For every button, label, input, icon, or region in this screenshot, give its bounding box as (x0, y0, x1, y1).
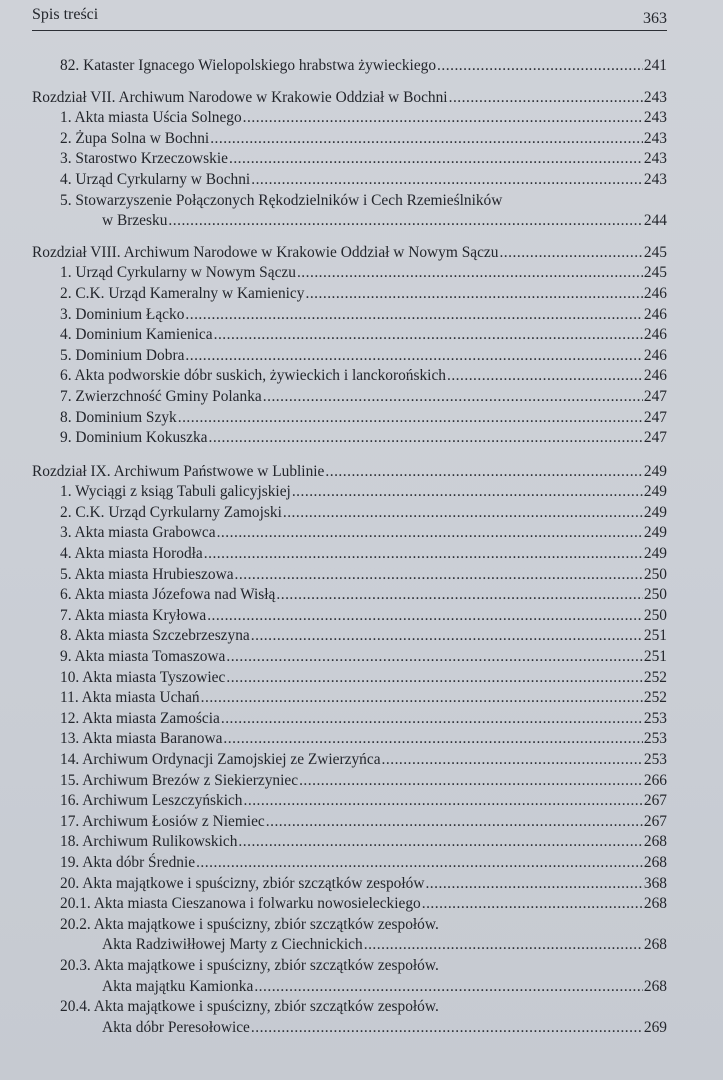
toc-chapter (32, 462, 667, 483)
toc-entry-title: 7. Zwierzchność Gminy Polanka (60, 387, 262, 405)
toc-entry-title: 12. Akta miasta Zamościa (60, 709, 220, 727)
toc-entry-title: 1. Wyciągi z ksiąg Tabuli galicyjskiej (60, 483, 291, 501)
toc-entry (32, 263, 667, 284)
toc-entry-title: 2. Żupa Solna w Bochni (60, 129, 210, 147)
toc-entry-title: 14. Archiwum Ordynacji Zamojskiej ze Zwierzyńca (60, 751, 381, 768)
toc-entry-page: 269 (643, 1018, 667, 1036)
toc-entry-page: 243 (643, 129, 667, 147)
toc-entry-title: 6. Akta miasta Józefowa nad Wisłą (60, 586, 276, 604)
toc-entry (32, 668, 667, 689)
toc-chapter-title: Rozdział VIII. Archiwum Narodowe w Krakowie Oddział w Nowym Sączu (32, 243, 499, 261)
leader-dots (221, 709, 643, 730)
toc-entry (32, 346, 667, 367)
leader-dots (283, 503, 643, 524)
toc-entry-title: 9. Akta miasta Tomaszowa (60, 648, 226, 666)
toc-chapter-title: Rozdział VII. Archiwum Narodowe w Krakowie Oddział w Bochni (32, 88, 448, 106)
toc-entry (32, 387, 667, 408)
toc-chapter-title: Rozdział IX. Archiwum Państwowe w Lublinie (32, 462, 325, 480)
toc-entry-page: 247 (643, 429, 667, 447)
toc-entry-title: 18. Archiwum Rulikowskich (60, 833, 238, 851)
toc-entry-title: 20.2. Akta majątkowe i spuścizny, zbiór szczątków zespołów. (60, 915, 439, 933)
toc-entry (32, 56, 667, 77)
leader-dots (235, 565, 643, 586)
leader-dots (422, 894, 643, 915)
leader-dots (297, 263, 643, 284)
toc-entry-title: 5. Akta miasta Hrubieszowa (60, 565, 234, 583)
toc-entry-title-cont: w Brzesku (102, 212, 168, 230)
toc-entry-title: 19. Akta dóbr Średnie (60, 853, 196, 871)
toc-entry-page: 250 (643, 606, 667, 624)
leader-dots (178, 408, 643, 429)
toc-entry-title: 3. Akta miasta Grabowca (60, 524, 216, 542)
leader-dots (263, 387, 643, 408)
toc-entry-title: 17. Archiwum Łosiów z Niemiec (60, 812, 265, 830)
toc-entry-page: 249 (643, 503, 667, 521)
toc-entry-page: 253 (643, 751, 667, 768)
leader-dots (447, 366, 643, 387)
toc-entry-page: 252 (643, 668, 667, 686)
toc-entry (32, 191, 667, 212)
toc-entry (32, 874, 667, 895)
toc-entry-page: 268 (643, 977, 667, 995)
leader-dots (185, 346, 643, 367)
toc-chapter (32, 243, 667, 264)
toc-entry-title: 9. Dominium Kokuszka (60, 429, 208, 447)
toc-entry-page: 243 (643, 170, 667, 188)
toc-entry (32, 812, 667, 833)
leader-dots (229, 149, 643, 170)
toc-entry-title: 20.3. Akta majątkowe i spuścizny, zbiór szczątków zespołów. (60, 956, 439, 974)
toc-entry-page: 246 (643, 346, 667, 364)
toc-entry-title-cont: Akta dóbr Peresołowice (102, 1018, 250, 1036)
leader-dots (223, 729, 642, 750)
toc-entry-title: 8. Dominium Szyk (60, 408, 177, 426)
toc-entry-title: 8. Akta miasta Szczebrzeszyna (60, 627, 250, 645)
toc-entry (32, 894, 667, 915)
running-header (32, 4, 667, 31)
toc-entry-title: 1. Urząd Cyrkularny w Nowym Sączu (60, 264, 296, 282)
leader-dots (251, 626, 643, 647)
toc-entry (32, 771, 667, 792)
toc-entry-title: 20. Akta majątkowe i spuścizny, zbiór szczątków zespołów (60, 874, 425, 892)
toc-entry (32, 853, 667, 874)
toc-entry-title: 3. Dominium Łącko (60, 305, 185, 323)
toc-entry-page: 268 (643, 895, 667, 913)
toc-entry (32, 129, 667, 150)
toc-entry-page: 243 (643, 109, 667, 127)
toc-entry (32, 170, 667, 191)
leader-dots (251, 1018, 643, 1039)
leader-dots (226, 668, 643, 689)
toc-entry-page: 266 (643, 771, 667, 789)
leader-dots (208, 428, 642, 449)
leader-dots (499, 243, 642, 264)
leader-dots (185, 305, 643, 326)
toc-entry (32, 729, 667, 750)
toc-entry (32, 956, 667, 977)
toc-entry (32, 284, 667, 305)
toc-entry-page: 244 (643, 212, 667, 230)
toc-entry (32, 325, 667, 346)
toc-entry-page: 250 (643, 565, 667, 583)
toc-entry (32, 108, 667, 129)
toc-entry-page: 267 (643, 792, 667, 810)
leader-dots (201, 688, 643, 709)
toc-entry-continuation (32, 935, 667, 956)
leader-dots (214, 325, 643, 346)
toc-entry (32, 997, 667, 1018)
toc-entry-page: 249 (643, 545, 667, 563)
toc-entry (32, 791, 667, 812)
toc-entry (32, 366, 667, 387)
toc-entry-page: 251 (643, 627, 667, 645)
toc-entry (32, 606, 667, 627)
toc-entry-title: 7. Akta miasta Kryłowa (60, 606, 207, 624)
toc-entry-page: 246 (643, 326, 667, 344)
running-title: Spis treści (32, 6, 99, 23)
toc-entry (32, 709, 667, 730)
toc-entry (32, 832, 667, 853)
toc-entry-page: 246 (643, 367, 667, 385)
leader-dots (204, 544, 643, 565)
leader-dots (292, 482, 643, 503)
leader-dots (364, 935, 643, 956)
toc-entry-page: 245 (643, 264, 667, 282)
toc-entry-title: 6. Akta podworskie dóbr suskich, żywieckich i lanckorońskich (60, 367, 446, 385)
toc-entry-title: 20.4. Akta majątkowe i spuścizny, zbiór szczątków zespołów. (60, 998, 439, 1016)
toc-entry-page: 249 (643, 524, 667, 542)
toc-entry (32, 626, 667, 647)
toc-entry (32, 408, 667, 429)
toc-entry (32, 428, 667, 449)
leader-dots (276, 585, 643, 606)
leader-dots (243, 108, 643, 129)
toc-entry (32, 565, 667, 586)
toc-entry-title: 11. Akta miasta Uchań (60, 689, 200, 707)
toc-entry-page: 253 (643, 709, 667, 727)
toc-entry-page: 245 (643, 243, 667, 261)
leader-dots (196, 853, 643, 874)
leader-dots (437, 56, 643, 77)
toc-entry-page: 268 (643, 833, 667, 851)
toc-entry (32, 149, 667, 170)
leader-dots (299, 771, 643, 792)
toc-entry (32, 585, 667, 606)
toc-entry-title: 16. Archiwum Leszczyńskich (60, 792, 243, 810)
toc-entry-page: 253 (643, 730, 667, 748)
leader-dots (449, 88, 643, 109)
leader-dots (217, 523, 643, 544)
toc-entry (32, 305, 667, 326)
table-of-contents (32, 56, 667, 1038)
toc-entry-page: 247 (643, 408, 667, 426)
toc-entry (32, 750, 667, 771)
leader-dots (238, 832, 642, 853)
toc-entry-page: 249 (643, 462, 667, 480)
toc-entry-title: 5. Dominium Dobra (60, 346, 185, 364)
leader-dots (254, 977, 643, 998)
toc-entry-title: 4. Dominium Kamienica (60, 326, 213, 344)
toc-entry (32, 482, 667, 503)
toc-entry-title-cont: Akta majątku Kamionka (102, 977, 254, 995)
toc-entry-continuation (32, 977, 667, 998)
toc-entry-title: 82. Kataster Ignacego Wielopolskiego hrabstwa żywieckiego (60, 57, 437, 74)
toc-entry-page: 246 (643, 284, 667, 302)
toc-entry-title: 4. Akta miasta Horodła (60, 545, 203, 563)
leader-dots (305, 284, 642, 305)
leader-dots (325, 462, 643, 483)
toc-entry-title: 10. Akta miasta Tyszowiec (60, 668, 226, 686)
toc-entry-page: 268 (643, 936, 667, 954)
toc-entry-page: 268 (643, 853, 667, 871)
toc-entry-title: 5. Stowarzyszenie Połączonych Rękodzielników i Cech Rzemieślników (60, 191, 503, 209)
toc-entry (32, 544, 667, 565)
leader-dots (266, 812, 643, 833)
toc-entry-title: 2. C.K. Urząd Cyrkularny Zamojski (60, 503, 282, 521)
toc-entry-page: 249 (643, 483, 667, 501)
leader-dots (210, 129, 643, 150)
leader-dots (425, 874, 642, 895)
toc-entry-page: 368 (643, 874, 667, 892)
toc-entry-title: 20.1. Akta miasta Cieszanowa i folwarku nowosieleckiego (60, 895, 421, 913)
toc-entry-title: 4. Urząd Cyrkularny w Bochni (60, 170, 251, 188)
toc-entry-page: 251 (643, 648, 667, 666)
toc-entry (32, 915, 667, 936)
page-number: 363 (643, 10, 667, 27)
toc-entry-page: 267 (643, 812, 667, 830)
toc-chapter (32, 88, 667, 109)
toc-entry-page: 243 (643, 150, 667, 168)
toc-entry-page: 241 (643, 57, 667, 74)
toc-entry-page: 247 (643, 387, 667, 405)
toc-entry-title: 3. Starostwo Krzeczowskie (60, 150, 228, 168)
toc-entry-page: 252 (643, 689, 667, 707)
toc-entry-continuation (32, 211, 667, 232)
toc-entry-title: 1. Akta miasta Uścia Solnego (60, 109, 242, 127)
toc-entry-title: 13. Akta miasta Baranowa (60, 730, 223, 748)
toc-entry (32, 523, 667, 544)
toc-entry-title-cont: Akta Radziwiłłowej Marty z Ciechnickich (102, 936, 363, 954)
toc-entry (32, 688, 667, 709)
toc-entry-page: 246 (643, 305, 667, 323)
toc-entry-title: 2. C.K. Urząd Kameralny w Kamienicy (60, 284, 305, 302)
leader-dots (226, 647, 643, 668)
toc-entry-page: 243 (643, 88, 667, 106)
toc-entry (32, 503, 667, 524)
toc-entry-continuation (32, 1018, 667, 1039)
leader-dots (168, 211, 643, 232)
leader-dots (207, 606, 643, 627)
toc-entry-title: 15. Archiwum Brezów z Siekierzyniec (60, 771, 299, 789)
leader-dots (382, 750, 643, 771)
toc-entry (32, 647, 667, 668)
toc-entry-page: 250 (643, 586, 667, 604)
leader-dots (251, 170, 643, 191)
leader-dots (244, 791, 643, 812)
